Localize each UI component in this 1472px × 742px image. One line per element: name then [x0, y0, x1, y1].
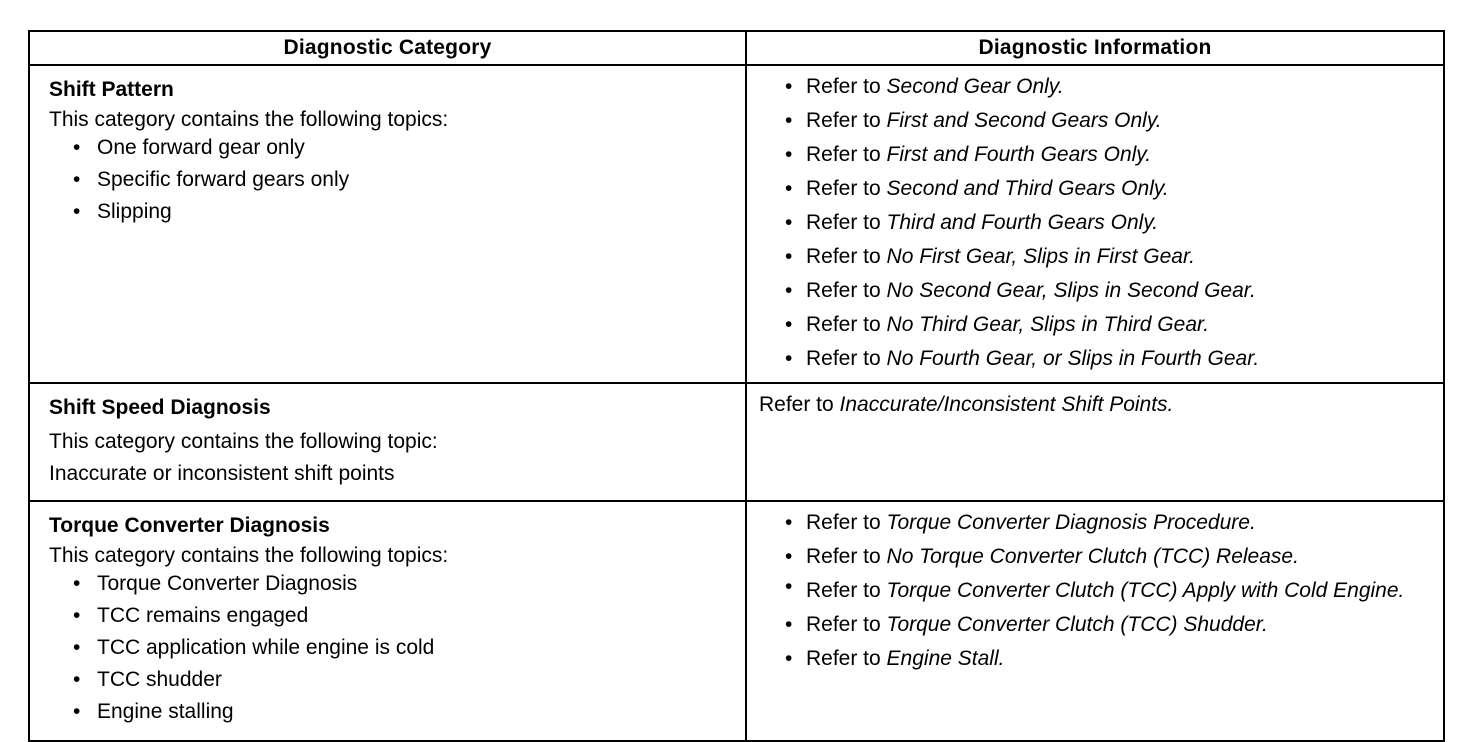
category-description: This category contains the following topic: [49, 430, 438, 453]
diagnostic-table [28, 30, 1445, 742]
reference-item [759, 138, 1433, 172]
topic-plain: Inaccurate or inconsistent shift points [49, 462, 395, 485]
reference-list [759, 70, 1433, 376]
reference-prefix: Refer to [806, 511, 887, 534]
table-row-shift-pattern [29, 65, 1444, 383]
topic-list [49, 132, 735, 228]
reference-link[interactable]: No Third Gear, Slips in Third Gear. [886, 313, 1210, 336]
topic-item: • TCC remains engaged [49, 600, 735, 632]
reference-link[interactable]: Engine Stall. [886, 647, 1005, 670]
reference-link[interactable]: No Second Gear, Slips in Second Gear. [886, 279, 1256, 302]
reference-item [759, 70, 1433, 104]
category-cell [29, 383, 746, 501]
reference-prefix: Refer to [806, 143, 887, 166]
reference-item [759, 342, 1433, 376]
reference-link[interactable]: Second and Third Gears Only. [886, 177, 1169, 200]
reference-prefix: Refer to [806, 545, 887, 568]
category-title: Shift Speed Diagnosis [49, 396, 271, 419]
reference-item [759, 574, 1433, 608]
reference-item [759, 540, 1433, 574]
header-diagnostic-category: Diagnostic Category [29, 31, 746, 65]
reference-link[interactable]: Third and Fourth Gears Only. [886, 211, 1159, 234]
reference-prefix: Refer to [806, 75, 887, 98]
reference-link[interactable]: Torque Converter Diagnosis Procedure. [886, 511, 1256, 534]
reference-link[interactable]: Inaccurate/Inconsistent Shift Points. [839, 393, 1174, 416]
topic-item: • Slipping [49, 196, 735, 228]
topic-item: • Engine stalling [49, 696, 735, 728]
reference-link[interactable]: No Fourth Gear, or Slips in Fourth Gear. [886, 347, 1260, 370]
category-title: Torque Converter Diagnosis [49, 514, 330, 537]
reference-item [759, 240, 1433, 274]
reference-prefix: Refer to [806, 613, 887, 636]
reference-prefix: Refer to [806, 211, 887, 234]
topic-item: • Torque Converter Diagnosis [49, 568, 735, 600]
reference-link[interactable]: No First Gear, Slips in First Gear. [886, 245, 1196, 268]
reference-list [759, 506, 1433, 676]
reference-item [759, 308, 1433, 342]
reference-prefix: Refer to [806, 245, 887, 268]
reference-link[interactable]: First and Second Gears Only. [886, 109, 1162, 132]
diagnostic-table-wrapper [28, 30, 1443, 742]
reference-prefix: Refer to [806, 347, 887, 370]
reference-item [759, 206, 1433, 240]
reference-link[interactable]: No Torque Converter Clutch (TCC) Release. [886, 545, 1299, 568]
table-row-torque-converter-diagnosis [29, 501, 1444, 741]
reference-prefix: Refer to [806, 279, 887, 302]
header-row [29, 31, 1444, 65]
category-title: Shift Pattern [49, 78, 174, 101]
topic-item: • TCC application while engine is cold [49, 632, 735, 664]
category-description: This category contains the following topics: [49, 544, 449, 567]
reference-item [759, 104, 1433, 138]
reference-link[interactable]: Torque Converter Clutch (TCC) Shudder. [886, 613, 1268, 636]
topic-item: • One forward gear only [49, 132, 735, 164]
reference-prefix: Refer to [759, 393, 840, 416]
reference-link[interactable]: Second Gear Only. [886, 75, 1064, 98]
information-cell [746, 501, 1444, 741]
reference-item [759, 274, 1433, 308]
reference-prefix: Refer to [806, 579, 887, 602]
reference-prefix: Refer to [806, 313, 887, 336]
header-diagnostic-information: Diagnostic Information [746, 31, 1444, 65]
information-cell [746, 65, 1444, 383]
table-row-shift-speed-diagnosis [29, 383, 1444, 501]
reference-prefix: Refer to [806, 177, 887, 200]
reference-prefix: Refer to [806, 109, 887, 132]
reference-link[interactable]: First and Fourth Gears Only. [886, 143, 1152, 166]
reference-link[interactable]: Torque Converter Clutch (TCC) Apply with Cold Engine. [886, 579, 1405, 602]
reference-item [759, 388, 1433, 422]
category-description: This category contains the following topics: [49, 108, 449, 131]
information-cell [746, 383, 1444, 501]
reference-prefix: Refer to [806, 647, 887, 670]
category-cell [29, 65, 746, 383]
reference-item [759, 506, 1433, 540]
topic-list [49, 568, 735, 728]
topic-item: • TCC shudder [49, 664, 735, 696]
reference-item [759, 642, 1433, 676]
reference-item [759, 172, 1433, 206]
reference-item [759, 608, 1433, 642]
topic-item: • Specific forward gears only [49, 164, 735, 196]
category-cell [29, 501, 746, 741]
